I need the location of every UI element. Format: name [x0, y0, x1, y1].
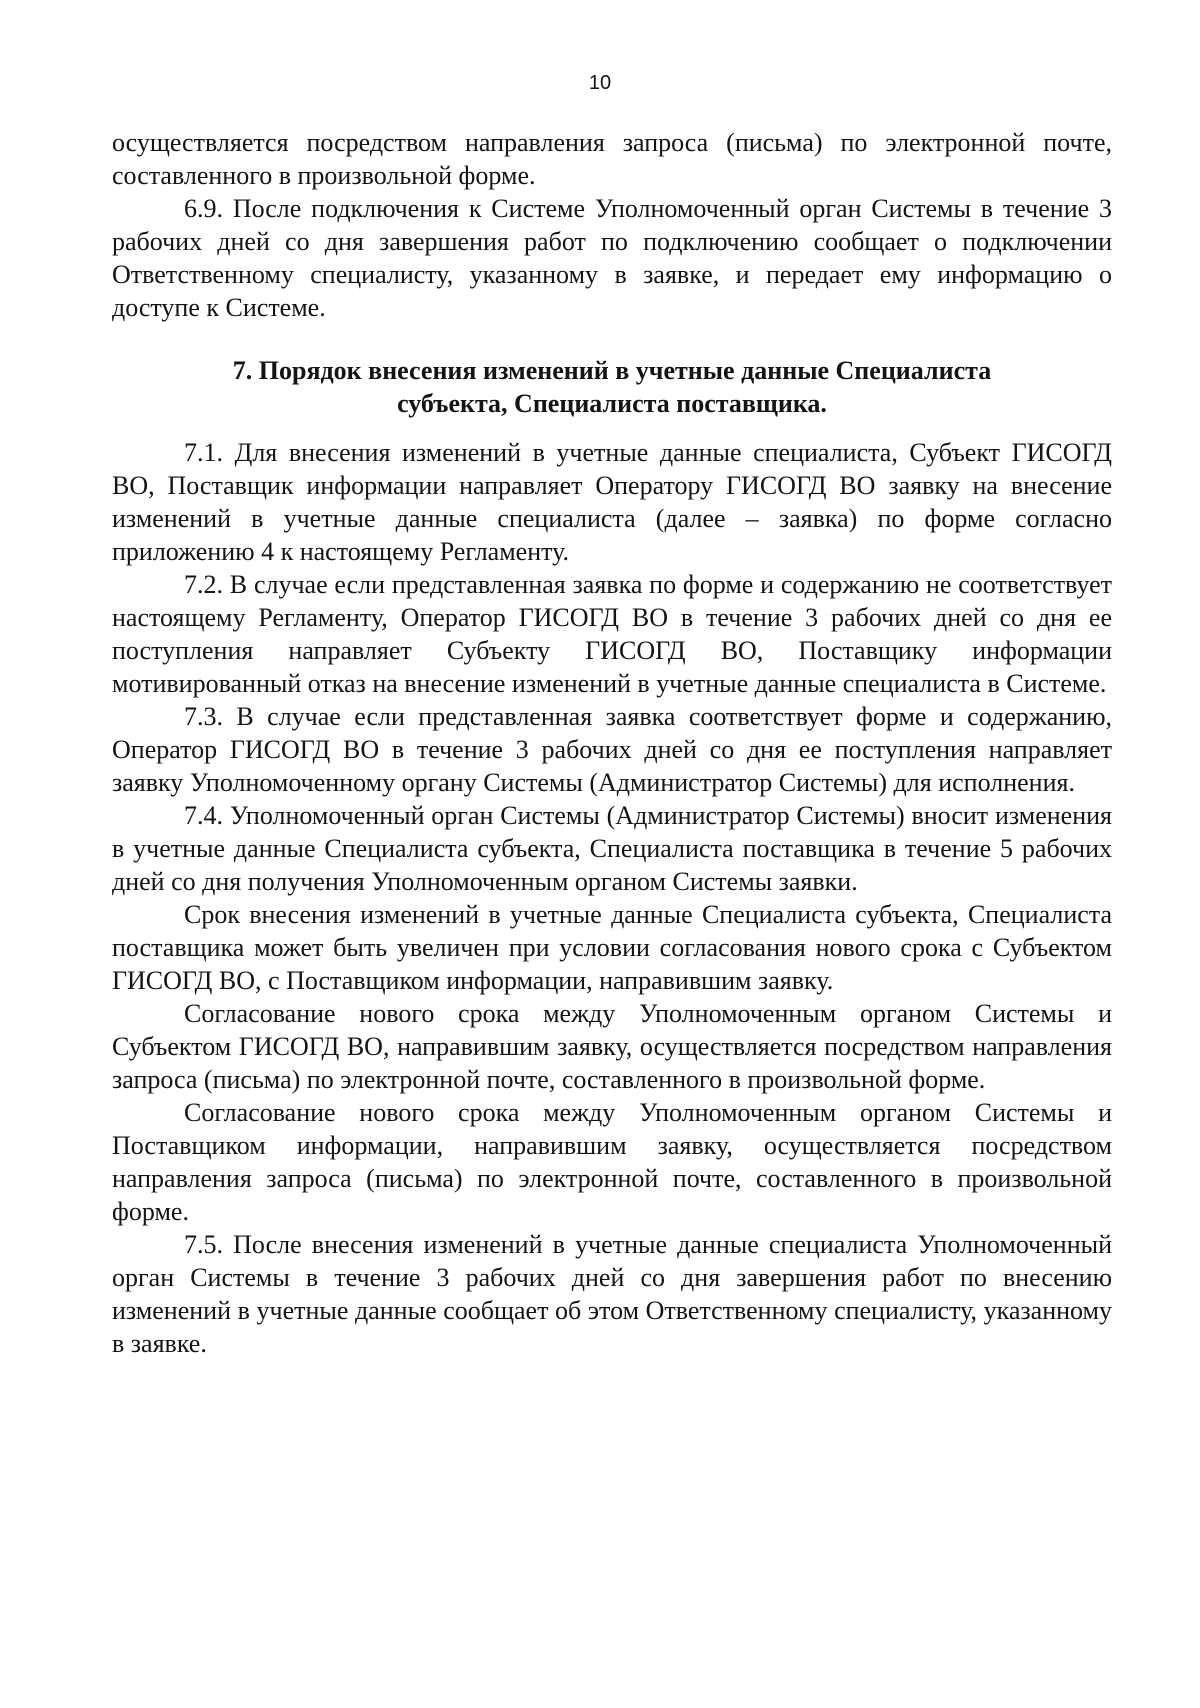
paragraph-7-4: 7.4. Уполномоченный орган Системы (Администратор Системы) вносит изменения в учетные данные Специалиста субъекта, Специалиста поставщика в течение 5 рабочих дней со дня получения Уполномоченным органом Системы заявки.	[112, 801, 1112, 896]
paragraph-6-9: 6.9. После подключения к Системе Уполномоченный орган Системы в течение 3 рабочих дней со дня завершения работ по подключению сообщает о подключении Ответственному специалисту, указанному в заявке, и передает ему информацию о доступе к Системе.	[112, 194, 1112, 322]
paragraph-agreement-subject: Согласование нового срока между Уполномоченным органом Системы и Субъектом ГИСОГД ВО, направившим заявку, осуществляется посредством направления запроса (письма) по электронной почте, составленного в произвольной форме.	[112, 999, 1112, 1094]
paragraph-deadline-extension: Срок внесения изменений в учетные данные Специалиста субъекта, Специалиста поставщика может быть увеличен при условии согласования нового срока с Субъектом ГИСОГД ВО, с Поставщиком информации, направившим заявку.	[112, 900, 1112, 995]
section-7-heading	[112, 354, 1112, 420]
paragraph-continuation: осуществляется посредством направления запроса (письма) по электронной почте, составленного в произвольной форме.	[112, 128, 1112, 190]
section-title-line-2: субъекта, Специалиста поставщика.	[397, 389, 827, 418]
document-body	[112, 126, 1112, 1360]
paragraph-7-5: 7.5. После внесения изменений в учетные данные специалиста Уполномоченный орган Системы в течение 3 рабочих дней со дня завершения работ по внесению изменений в учетные данные сообщает об этом Ответственному специалисту, указанному в заявке.	[112, 1230, 1112, 1358]
paragraph-7-2: 7.2. В случае если представленная заявка по форме и содержанию не соответствует настоящему Регламенту, Оператор ГИСОГД ВО в течение 3 рабочих дней со дня ее поступления направляет Субъекту ГИСОГД ВО, Поставщику информации мотивированный отказ на внесение изменений в учетные данные специалиста в Системе.	[112, 570, 1112, 698]
paragraph-agreement-supplier: Согласование нового срока между Уполномоченным органом Системы и Поставщиком информации, направившим заявку, осуществляется посредством направления запроса (письма) по электронной почте, составленного в произвольной форме.	[112, 1098, 1112, 1226]
section-title-line-1: 7. Порядок внесения изменений в учетные данные Специалиста	[232, 356, 992, 385]
page-number: 10	[588, 72, 612, 94]
paragraph-7-3: 7.3. В случае если представленная заявка соответствует форме и содержанию, Оператор ГИСОГД ВО в течение 3 рабочих дней со дня ее поступления направляет заявку Уполномоченному органу Системы (Администратор Системы) для исполнения.	[112, 702, 1112, 797]
paragraph-7-1: 7.1. Для внесения изменений в учетные данные специалиста, Субъект ГИСОГД ВО, Поставщик информации направляет Оператору ГИСОГД ВО заявку на внесение изменений в учетные данные специалиста (далее – заявка) по форме согласно приложению 4 к настоящему Регламенту.	[112, 438, 1112, 566]
